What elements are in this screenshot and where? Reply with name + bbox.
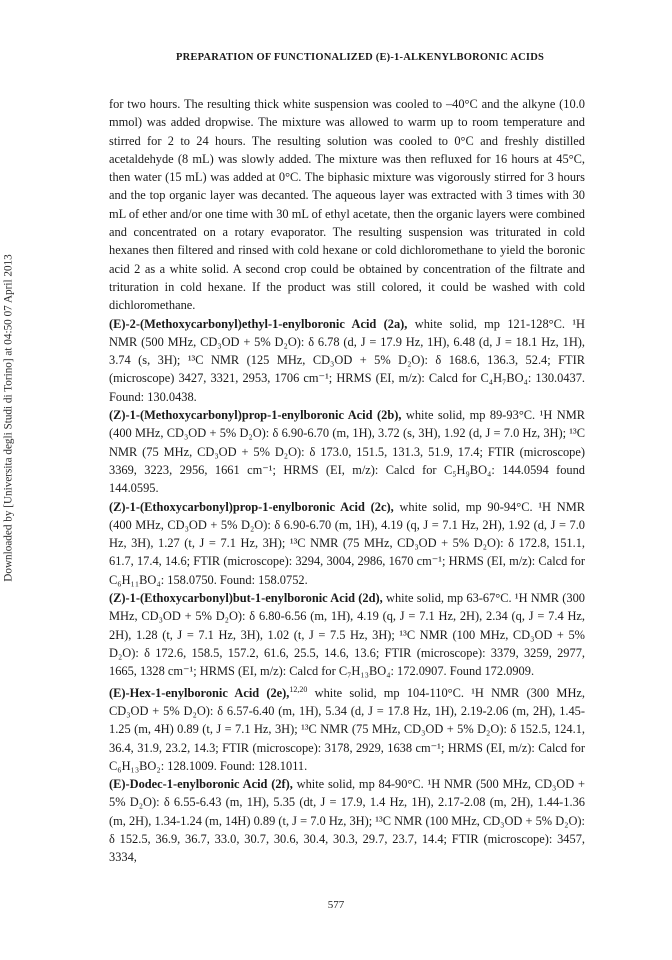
- compound-2e-title: (E)-Hex-1-enylboronic Acid (2e),: [109, 685, 290, 700]
- running-head: PREPARATION OF FUNCTIONALIZED (E)-1-ALKENYLBORONIC ACIDS: [175, 52, 545, 63]
- download-watermark-text: Downloaded by [Universita degli Studi di Torino] at 04:50 07 April 2013: [3, 254, 16, 582]
- compound-2e-data: white solid, mp 104-110°C. ¹H NMR (300 MHz, CD₃OD + 5% D₂O): δ 6.57-6.40 (m, 1H), 5.34 (d, J = 17.8 Hz, 1H), 2.19-2.06 (m, 2H), 1.45-1.25 (m, 4H) 0.89 (t, J = 7.1 Hz, 3H); ¹³C NMR (75 MHz, CD₃OD + 5% D₂O): δ 152.5, 124.1, 36.4, 31.9, 23.2, 14.3; FTIR (microscope): 3178, 2929, 1638 cm⁻¹; HRMS (EI, m/z): Calcd for C₆H₁₃BO₂: 128.1009. Found: 128.1011.: [109, 685, 585, 773]
- download-watermark: [0, 138, 18, 698]
- compound-2c-data: white solid, mp 90-94°C. ¹H NMR (400 MHz, CD₃OD + 5% D₂O): δ 6.90-6.70 (m, 1H), 4.19 (q, J = 7.1 Hz, 2H), 1.92 (d, J = 7.0 Hz, 3H), 1.27 (t, J = 7.1 Hz, 3H); ¹³C NMR (75 MHz, CD₃OD + 5% D₂O): δ 172.8, 151.1, 61.7, 17.4, 14.6; FTIR (microscope): 3294, 3004, 2986, 1670 cm⁻¹; HRMS (EI, m/z): Calcd for C₆H₁₁BO₄: 158.0750. Found: 158.0752.: [109, 499, 585, 587]
- compound-2b-data: white solid, mp 89-93°C. ¹H NMR (400 MHz, CD₃OD + 5% D₂O): δ 6.90-6.70 (m, 1H), 3.72 (s, 3H), 1.92 (d, J = 7.0 Hz, 3H); ¹³C NMR (75 MHz, CD₃OD + 5% D₂O): δ 173.0, 151.5, 131.3, 51.9, 17.4; FTIR (microscope) 3369, 3223, 2956, 1661 cm⁻¹; HRMS (EI, m/z): Calcd for C₅H₉BO₄: 144.0594 found 144.0595.: [109, 408, 585, 496]
- compound-2b-title: (Z)-1-(Methoxycarbonyl)prop-1-enylboronic Acid (2b),: [109, 408, 402, 423]
- compound-2a-entry: [109, 315, 585, 406]
- compound-2f-entry: [109, 775, 585, 866]
- page-number: 577: [327, 899, 345, 911]
- compound-2a-data: white solid, mp 121-128°C. ¹H NMR (500 MHz, CD₃OD + 5% D₂O): δ 6.78 (d, J = 17.9 Hz, 1H), 6.48 (d, J = 18.1 Hz, 1H), 3.74 (s, 3H); ¹³C NMR (125 MHz, CD₃OD + 5% D₂O): δ 168.6, 136.3, 52.4; FTIR (microscope) 3427, 3321, 2953, 1706 cm⁻¹; HRMS (EI, m/z): Calcd for C₄H₇BO₄: 130.0437. Found: 130.0438.: [109, 316, 585, 404]
- procedure-paragraph: for two hours. The resulting thick white suspension was cooled to –40°C and the alkyne (10.0 mmol) was added dropwise. The mixture was allowed to warm up to room temperature and stirred for 2 to 24 hours. The resulting solution was cooled to 0°C and freshly distilled acetaldehyde (8 mL) was slowly added. The mixture was then refluxed for 16 hours at 45°C, then water (15 mL) was added at 0°C. The biphasic mixture was vigorously stirred for 3 hours and the top organic layer was decanted. The aqueous layer was extracted with 3 times with 30 mL of ether and/or one time with 30 mL of ethyl acetate, then the organic layers were combined and concentrated on a rotary evaporator. The resulting suspension was triturated in cold hexanes then filtered and rinsed with cold hexane or cold dichloromethane to yield the boronic acid 2 as a white solid. A second crop could be obtained by concentration of the filtrate and trituration in cold hexane. If the product was still colored, it could be washed with cold dichloromethane.: [109, 97, 585, 313]
- compound-2a-title: (E)-2-(Methoxycarbonyl)ethyl-1-enylboronic Acid (2a),: [109, 316, 408, 331]
- article-body: [109, 95, 585, 867]
- compound-2b-entry: [109, 406, 585, 497]
- compound-2f-title: (E)-Dodec-1-enylboronic Acid (2f),: [109, 777, 293, 792]
- compound-2d-title: (Z)-1-(Ethoxycarbonyl)but-1-enylboronic Acid (2d),: [109, 591, 383, 606]
- compound-2f-data: white solid, mp 84-90°C. ¹H NMR (500 MHz, CD₃OD + 5% D₂O): δ 6.55-6.43 (m, 1H), 5.35 (dt, J = 17.9, 1.4 Hz, 1H), 2.17-2.08 (m, 2H), 1.44-1.36 (m, 2H), 1.34-1.24 (m, 14H) 0.89 (t, J = 7.0 Hz, 3H); ¹³C NMR (100 MHz, CD₃OD + 5% D₂O): δ 152.5, 36.9, 36.7, 33.0, 30.7, 30.6, 30.4, 30.3, 29.7, 23.7, 14.4; FTIR (microscope): 3457, 3334,: [109, 777, 586, 865]
- compound-2d-data: white solid, mp 63-67°C. ¹H NMR (300 MHz, CD₃OD + 5% D₂O): δ 6.80-6.56 (m, 1H), 4.19 (q, J = 7.1 Hz, 2H), 2.34 (q, J = 7.4 Hz, 2H), 1.28 (t, J = 7.1 Hz, 3H), 1.02 (t, J = 7.5 Hz, 3H); ¹³C NMR (100 MHz, CD₃OD + 5% D₂O): δ 172.6, 158.5, 157.2, 61.6, 25.5, 14.6, 13.6; FTIR (microscope): 3379, 3259, 2977, 1665, 1328 cm⁻¹; HRMS (EI, m/z): Calcd for C₇H₁₃BO₄: 172.0907. Found 172.0909.: [109, 591, 585, 679]
- compound-2c-title: (Z)-1-(Ethoxycarbonyl)prop-1-enylboronic Acid (2c),: [109, 499, 394, 514]
- compound-2e-entry: [109, 681, 585, 776]
- compound-2c-entry: [109, 498, 585, 589]
- compound-2e-reference: 12,20: [289, 684, 308, 694]
- compound-2d-entry: [109, 589, 585, 680]
